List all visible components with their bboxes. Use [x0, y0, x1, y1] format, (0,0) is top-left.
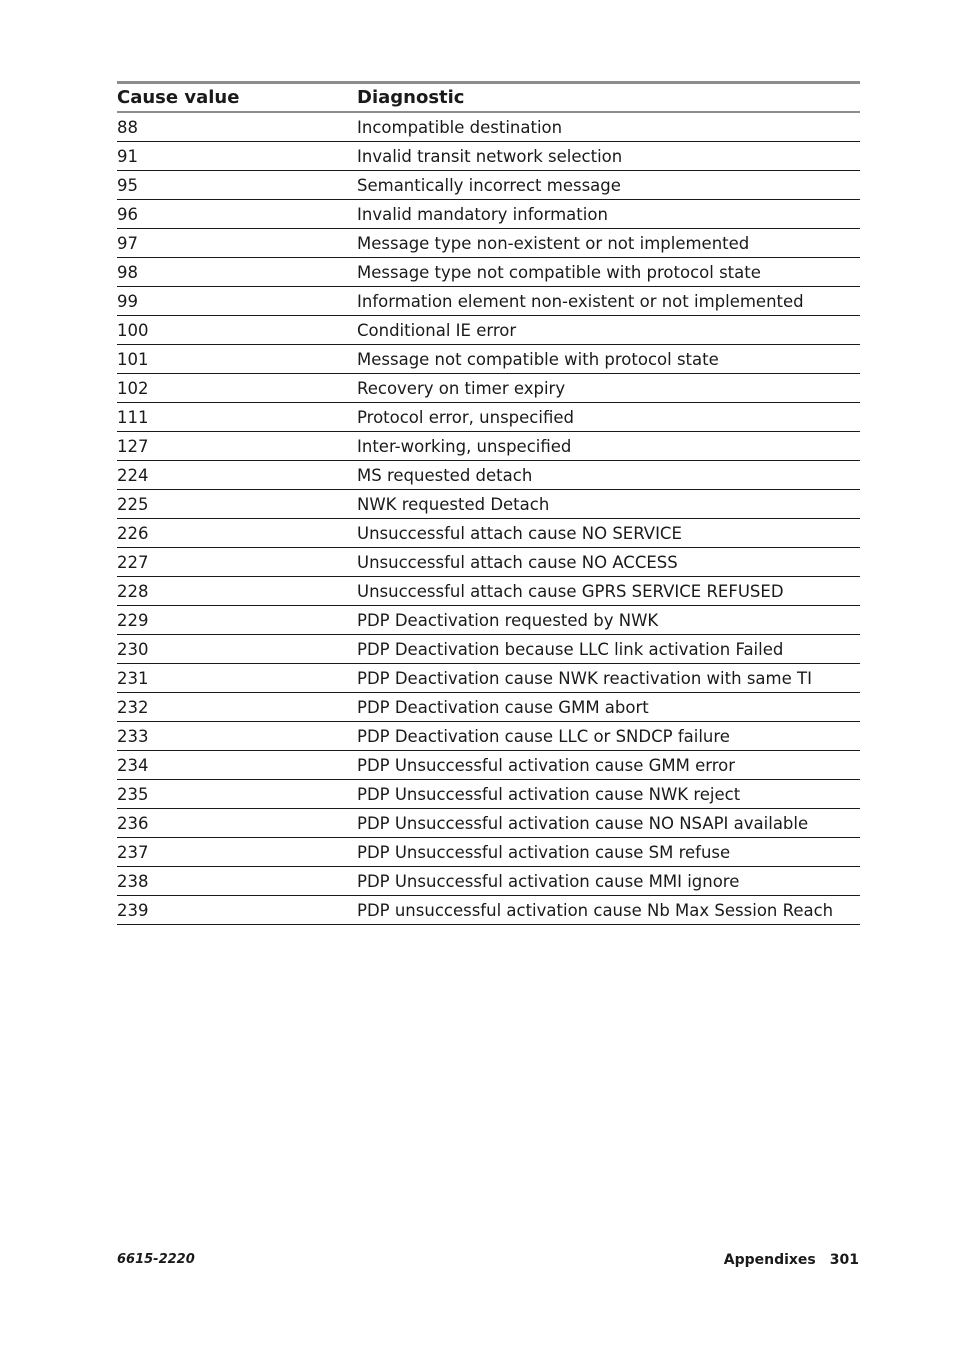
header-cause-value: Cause value [117, 84, 357, 112]
cause-value-cell: 229 [117, 606, 357, 635]
table-header-row [117, 84, 860, 112]
cause-value-cell: 88 [117, 112, 357, 142]
cause-value-cell: 235 [117, 780, 357, 809]
cause-diagnostic-table [117, 84, 860, 925]
table-row [117, 229, 860, 258]
diagnostic-cell: Unsuccessful attach cause NO ACCESS [357, 548, 860, 577]
diagnostic-cell: PDP unsuccessful activation cause Nb Max Session Reach [357, 896, 860, 925]
diagnostic-cell: Invalid transit network selection [357, 142, 860, 171]
header-diagnostic: Diagnostic [357, 84, 860, 112]
table-row [117, 838, 860, 867]
diagnostic-cell: NWK requested Detach [357, 490, 860, 519]
diagnostic-cell: PDP Unsuccessful activation cause NO NSAPI available [357, 809, 860, 838]
diagnostic-cell: Message type non-existent or not implemented [357, 229, 860, 258]
table-row [117, 200, 860, 229]
footer-doc-number: 6615-2220 [117, 1252, 195, 1267]
cause-value-cell: 237 [117, 838, 357, 867]
cause-value-cell: 91 [117, 142, 357, 171]
table-row [117, 606, 860, 635]
table-row [117, 403, 860, 432]
cause-value-cell: 239 [117, 896, 357, 925]
diagnostic-cell: MS requested detach [357, 461, 860, 490]
cause-value-cell: 227 [117, 548, 357, 577]
table-row [117, 809, 860, 838]
cause-table-container [117, 81, 860, 925]
table-row [117, 142, 860, 171]
table-row [117, 896, 860, 925]
diagnostic-cell: PDP Deactivation cause NWK reactivation with same TI [357, 664, 860, 693]
footer-section: Appendixes [723, 1252, 816, 1268]
cause-value-cell: 233 [117, 722, 357, 751]
diagnostic-cell: Message not compatible with protocol state [357, 345, 860, 374]
table-row [117, 490, 860, 519]
cause-value-cell: 232 [117, 693, 357, 722]
cause-value-cell: 231 [117, 664, 357, 693]
diagnostic-cell: Incompatible destination [357, 112, 860, 142]
diagnostic-cell: Unsuccessful attach cause GPRS SERVICE REFUSED [357, 577, 860, 606]
footer-page-info [724, 1252, 859, 1268]
cause-value-cell: 226 [117, 519, 357, 548]
cause-value-cell: 230 [117, 635, 357, 664]
diagnostic-cell: PDP Unsuccessful activation cause GMM error [357, 751, 860, 780]
table-row [117, 664, 860, 693]
cause-value-cell: 101 [117, 345, 357, 374]
cause-value-cell: 234 [117, 751, 357, 780]
cause-value-cell: 111 [117, 403, 357, 432]
cause-value-cell: 100 [117, 316, 357, 345]
table-row [117, 635, 860, 664]
diagnostic-cell: Message type not compatible with protocol state [357, 258, 860, 287]
table-row [117, 519, 860, 548]
cause-value-cell: 98 [117, 258, 357, 287]
cause-value-cell: 228 [117, 577, 357, 606]
diagnostic-cell: Inter-working, unspecified [357, 432, 860, 461]
cause-value-cell: 99 [117, 287, 357, 316]
diagnostic-cell: PDP Unsuccessful activation cause SM refuse [357, 838, 860, 867]
table-row [117, 258, 860, 287]
table-row [117, 867, 860, 896]
diagnostic-cell: Unsuccessful attach cause NO SERVICE [357, 519, 860, 548]
table-row [117, 780, 860, 809]
cause-value-cell: 224 [117, 461, 357, 490]
cause-value-cell: 95 [117, 171, 357, 200]
table-row [117, 316, 860, 345]
cause-value-cell: 97 [117, 229, 357, 258]
table-row [117, 345, 860, 374]
table-row [117, 287, 860, 316]
table-row [117, 751, 860, 780]
diagnostic-cell: PDP Deactivation cause GMM abort [357, 693, 860, 722]
cause-value-cell: 236 [117, 809, 357, 838]
table-row [117, 171, 860, 200]
diagnostic-cell: PDP Deactivation because LLC link activation Failed [357, 635, 860, 664]
table-row [117, 548, 860, 577]
cause-value-cell: 127 [117, 432, 357, 461]
table-row [117, 374, 860, 403]
cause-value-cell: 225 [117, 490, 357, 519]
table-row [117, 577, 860, 606]
diagnostic-cell: Recovery on timer expiry [357, 374, 860, 403]
diagnostic-cell: Conditional IE error [357, 316, 860, 345]
diagnostic-cell: PDP Deactivation cause LLC or SNDCP failure [357, 722, 860, 751]
diagnostic-cell: Information element non-existent or not implemented [357, 287, 860, 316]
cause-value-cell: 96 [117, 200, 357, 229]
table-body [117, 112, 860, 925]
cause-value-cell: 102 [117, 374, 357, 403]
table-row [117, 693, 860, 722]
cause-value-cell: 238 [117, 867, 357, 896]
footer-page-number: 301 [829, 1252, 859, 1268]
table-row [117, 432, 860, 461]
diagnostic-cell: Invalid mandatory information [357, 200, 860, 229]
table-row [117, 722, 860, 751]
diagnostic-cell: Semantically incorrect message [357, 171, 860, 200]
diagnostic-cell: PDP Unsuccessful activation cause MMI ignore [357, 867, 860, 896]
diagnostic-cell: PDP Deactivation requested by NWK [357, 606, 860, 635]
diagnostic-cell: Protocol error, unspecified [357, 403, 860, 432]
table-row [117, 112, 860, 142]
diagnostic-cell: PDP Unsuccessful activation cause NWK reject [357, 780, 860, 809]
table-row [117, 461, 860, 490]
